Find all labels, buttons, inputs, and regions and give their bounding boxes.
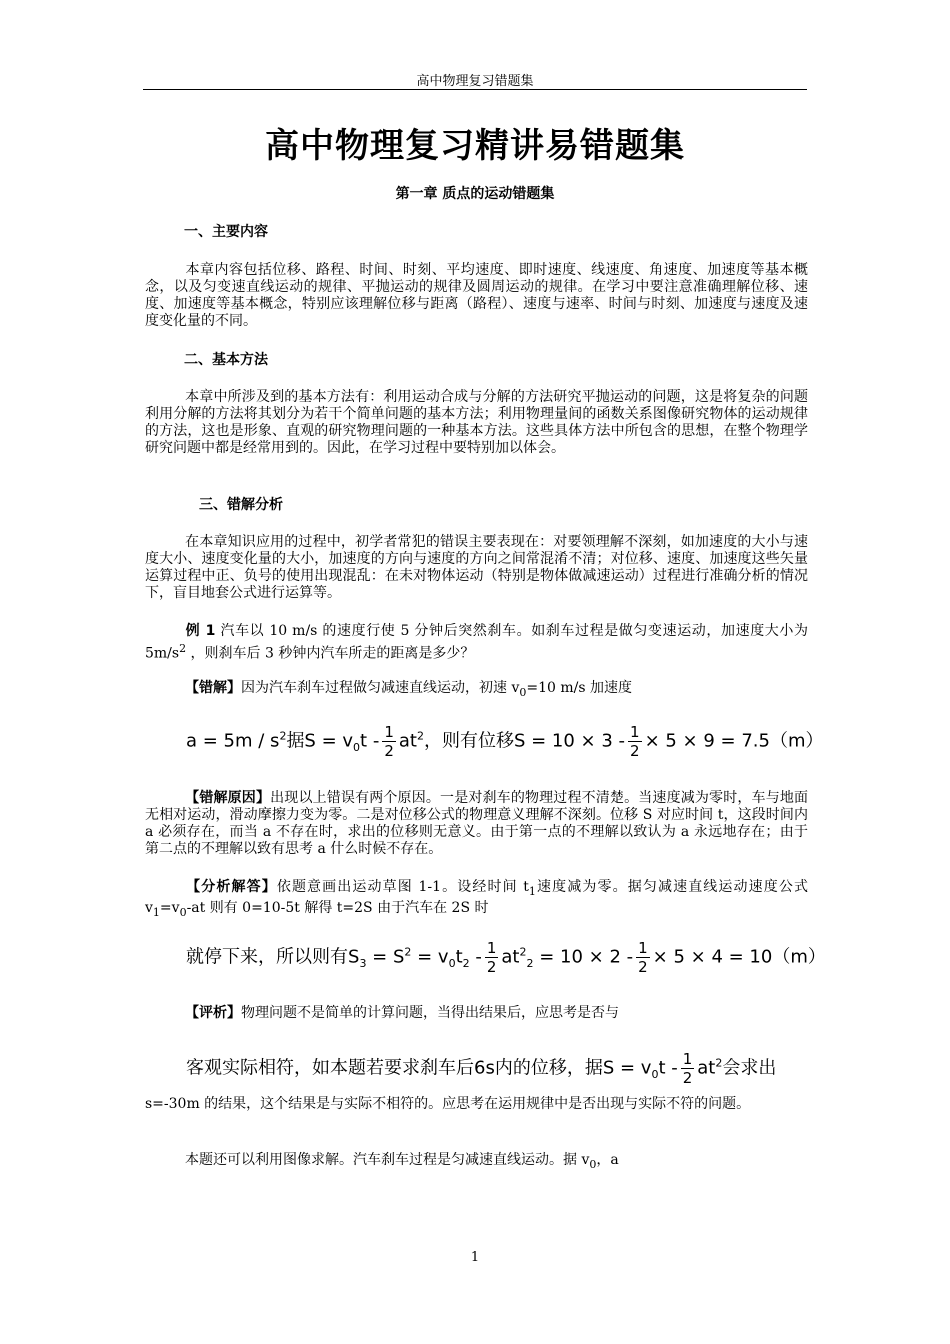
eq-part: × 5 × 9 = 7.5（m）: [644, 730, 824, 752]
eq-sub: 0: [448, 957, 456, 971]
question-text-end: ，则刹车后 3 秒钟内汽车所走的距离是多少？: [186, 645, 475, 662]
eq-part: a = 5m / s: [186, 730, 280, 752]
example-label: 例 1: [185, 623, 216, 639]
note-text: 本题还可以利用图像求解。汽车刹车过程是匀减速直线运动。据 v: [185, 1152, 590, 1168]
section-heading-main-content: 一、主要内容: [184, 224, 268, 240]
denominator: 2: [638, 958, 648, 976]
superscript: 2: [179, 642, 187, 655]
header-rule: [143, 89, 807, 90]
paragraph-text: 在本章知识应用的过程中，初学者常犯的错误主要表现在：对要领理解不深刻，如加速度的大小与速度大小、速度变化量的大小，加速度的方向与速度的方向之间常混淆不清；对位移、速度、加速度这些矢量运算过程中正、负号的使用出现混乱：在未对物体运动（特别是物体做减速运动）过程进行准确分析的情况下，盲目地套公式进行运算等。: [145, 534, 808, 601]
fraction-half: [628, 723, 642, 760]
wrong-solution-label: 【错解】: [185, 680, 241, 696]
equation-correct-solution: [186, 939, 826, 976]
numerator: 1: [630, 723, 640, 741]
numerator: 1: [638, 939, 648, 957]
eq-sub: 0: [353, 741, 361, 755]
eq-sub: 2: [526, 957, 534, 971]
denominator: 2: [682, 1069, 693, 1087]
fraction-half: [485, 939, 499, 976]
subscript: 0: [519, 685, 527, 699]
wrong-solution-text-end: =10 m/s 加速度: [526, 680, 632, 696]
fraction-half: [636, 939, 650, 976]
eq-part: = v: [411, 946, 449, 968]
eq-part: 客观实际相符，如本题若要求刹车后6s内的位移，据S = v: [186, 1057, 652, 1079]
eq-part: t -: [360, 730, 380, 752]
equation-comment: [186, 1050, 776, 1087]
eq-part: ，则有位移S = 10 × 3 -: [423, 730, 626, 752]
eq-part: 据S = v: [286, 730, 354, 752]
note-text: ，a: [596, 1152, 619, 1168]
wrong-solution-text: 因为汽车刹车过程做匀减速直线运动，初速 v: [241, 680, 520, 696]
denominator: 2: [486, 958, 497, 976]
eq-sub: 3: [359, 957, 367, 971]
eq-part: at: [398, 730, 417, 752]
eq-sup: 2: [279, 729, 287, 743]
eq-part: 会求出: [722, 1057, 777, 1079]
paragraph-error-analysis: [145, 534, 808, 602]
section-heading-basic-methods: 二、基本方法: [184, 352, 268, 368]
denominator: 2: [384, 742, 394, 760]
question-text: 汽车以 10 m/s 的速度行使 5 分钟后突然刹车。如刹车过程是做匀变速运动，加速度大小为 5m/s: [145, 623, 808, 662]
analysis-label: 【分析解答】: [185, 879, 277, 895]
analysis-text: 速度减为零。据匀减速直线运动速度公式 v: [145, 879, 809, 916]
comment-continuation: s=-30m 的结果，这个结果是与实际不相符的。应思考在运用规律中是否出现与实际不符的问题。: [145, 1096, 751, 1112]
numerator: 1: [384, 723, 394, 741]
eq-sub: 2: [462, 957, 470, 971]
numerator: 1: [682, 1050, 693, 1068]
subscript: 0: [179, 905, 187, 919]
example-1-question: [145, 623, 808, 663]
wrong-solution: [145, 680, 808, 701]
eq-sup: 2: [416, 729, 424, 743]
comment-text: 物理问题不是简单的计算问题，当得出结果后，应思考是否与: [241, 1005, 619, 1021]
fraction-half: [382, 723, 396, 760]
paragraph-basic-methods: [145, 389, 808, 457]
eq-part: at: [697, 1057, 716, 1079]
eq-part: 就停下来，所以则有S: [186, 946, 360, 968]
analysis-answer: [145, 879, 808, 921]
paragraph-text: 本章内容包括位移、路程、时间、时刻、平均速度、即时速度、线速度、角速度、加速度等基本概念，以及匀变速直线运动的规律、平抛运动的规律及圆周运动的规律。在学习中要注意准确理解位移、速度、加速度等基本概念，特别应该理解位移与距离（路程）、速度与速率、时间与时刻、加速度与速度及速度变化量的不同。: [145, 262, 808, 329]
error-reason-text: 出现以上错误有两个原因。一是对刹车的物理过程不清楚。当速度减为零时，车与地面无相对运动，滑动摩擦力变为零。二是对位移公式的物理意义理解不深刻。位移 S 对应时间 t，这段时间内 a 必须存在，而当 a 不存在时，求出的位移则无意义。由于第一点的不理解以致认为 a 永远地存在；由于第二点的不理解以致有思考 a 什么时候不存在。: [145, 790, 809, 857]
eq-part: = 10 × 2 -: [533, 946, 634, 968]
comment-label: 【评析】: [185, 1005, 241, 1021]
eq-sup: 2: [404, 945, 412, 959]
eq-part: = S: [366, 946, 405, 968]
eq-sub: 0: [651, 1068, 659, 1082]
comment: [145, 1005, 808, 1022]
eq-part: t -: [658, 1057, 678, 1079]
equation-wrong-solution: [186, 723, 824, 760]
denominator: 2: [630, 742, 640, 760]
analysis-text: =v: [159, 899, 180, 916]
analysis-text: -at 则有 0=10-5t 解得 t=2S 由于汽车在 2S 时: [186, 899, 489, 916]
paragraph-main-content: [145, 262, 808, 330]
eq-part: at: [501, 946, 520, 968]
section-heading-error-analysis: 三、错解分析: [199, 497, 283, 513]
page-number: 1: [470, 1250, 480, 1265]
error-reason-label: 【错解原因】: [185, 790, 271, 806]
subscript: 1: [528, 884, 536, 898]
subscript: 1: [152, 905, 160, 919]
running-header: 高中物理复习错题集: [416, 74, 534, 89]
eq-part: t: [455, 946, 463, 968]
eq-part: × 5 × 4 = 10（m）: [652, 946, 826, 968]
fraction-half: [681, 1050, 695, 1087]
error-reason: [145, 790, 808, 858]
document-title: 高中物理复习精讲易错题集: [265, 126, 685, 166]
analysis-text: 依题意画出运动草图 1-1。设经时间 t: [276, 879, 529, 895]
subscript: 0: [589, 1157, 597, 1171]
eq-sup: 2: [519, 945, 527, 959]
chapter-heading: 第一章 质点的运动错题集: [395, 186, 555, 202]
numerator: 1: [486, 939, 497, 957]
paragraph-text: 本章中所涉及到的基本方法有：利用运动合成与分解的方法研究平抛运动的问题，这是将复杂的问题利用分解的方法将其划分为若干个简单问题的基本方法；利用物理量间的函数关系图像研究物体的运动规律的方法，这也是形象、直观的研究物理问题的一种基本方法。这些具体方法中所包含的思想，在整个物理学研究问题中都是经常用到的。因此，在学习过程中要特别加以体会。: [145, 389, 808, 456]
graph-method-note: [145, 1152, 808, 1173]
eq-part: -: [469, 946, 482, 968]
eq-sup: 2: [715, 1056, 723, 1070]
